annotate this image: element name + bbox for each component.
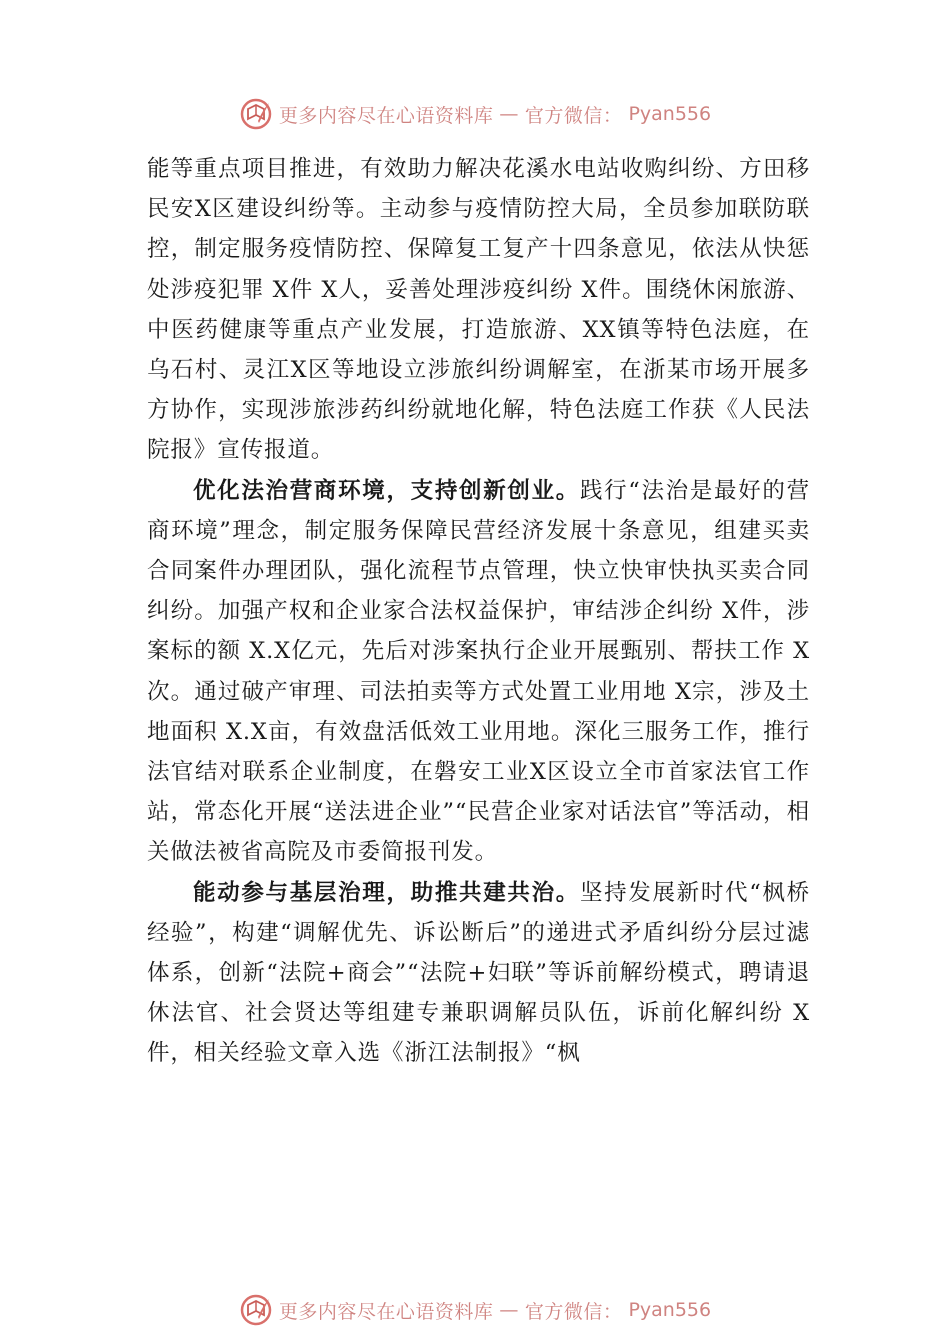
paragraph-continued: 能等重点项目推进，有效助力解决花溪水电站收购纠纷、方田移民安X区建设纠纷等。主动参与疫情防控大局，全员参加联防联控，制定服务疫情防控、保障复工复产十四条意见，依法从快惩处涉疫犯罪 X件 X人，妥善处理涉疫纠纷 X件。围绕休闲旅游、中医药健康等重点产业发展，打造旅游、XX镇等特色法庭，在乌石村、灵江X区等地设立涉旅纠纷调解室，在浙某市场开展多方协作，实现涉旅涉药纠纷就地化解，特色法庭工作获《人民法院报》宣传报道。 [147, 156, 810, 464]
section-heading-business: 优化法治营商环境，支持创新创业。 [193, 477, 580, 504]
watermark-wechat-label: 官方微信： [524, 104, 623, 127]
red-book-feather-logo-icon [239, 97, 273, 131]
watermark-wechat-id: Pyan556 [628, 103, 712, 125]
watermark-site-text: 更多内容尽在心语资料库 [278, 104, 494, 127]
watermark-wechat-id: Pyan556 [628, 1299, 712, 1321]
footer-watermark [0, 1290, 950, 1330]
section-body-business: 践行“法治是最好的营商环境”理念，制定服务保障民营经济发展十条意见，组建买卖合同案件办理团队，强化流程节点管理，快立快审快执买卖合同纠纷。加强产权和企业家合法权益保护，审结涉企纠纷 X件，涉案标的额 X.X亿元，先后对涉案执行企业开展甄别、帮扶工作 X次。通过破产审理、司法拍卖等方式处置工业用地 X宗，涉及土地面积 X.X亩，有效盘活低效工业用地。深化三服务工作，推行法官结对联系企业制度，在磐安工业X区设立全市首家法官工作站，常态化开展“送法进企业”“民营企业家对话法官”等活动，相关做法被省高院及市委简报刊发。 [147, 477, 810, 866]
watermark-dash: — [499, 103, 519, 125]
watermark-dash: — [499, 1299, 519, 1321]
document-body [147, 149, 810, 1074]
section-business-environment [147, 471, 810, 873]
section-body-governance: 坚持发展新时代“枫桥经验”，构建“调解优先、诉讼断后”的递进式矛盾纠纷分层过滤体系，创新“法院+商会”“法院+妇联”等诉前解纷模式，聘请退休法官、社会贤达等组建专兼职调解员队伍，诉前化解纠纷 X件，相关经验文章入选《浙江法制报》“枫 [147, 879, 810, 1067]
red-book-feather-logo-icon [239, 1293, 273, 1327]
header-watermark [0, 94, 950, 134]
section-grassroots-governance [147, 873, 810, 1074]
watermark-wechat-label: 官方微信： [524, 1300, 623, 1323]
section-heading-governance: 能动参与基层治理，助推共建共治。 [193, 879, 580, 906]
watermark-site-text: 更多内容尽在心语资料库 [278, 1300, 494, 1323]
